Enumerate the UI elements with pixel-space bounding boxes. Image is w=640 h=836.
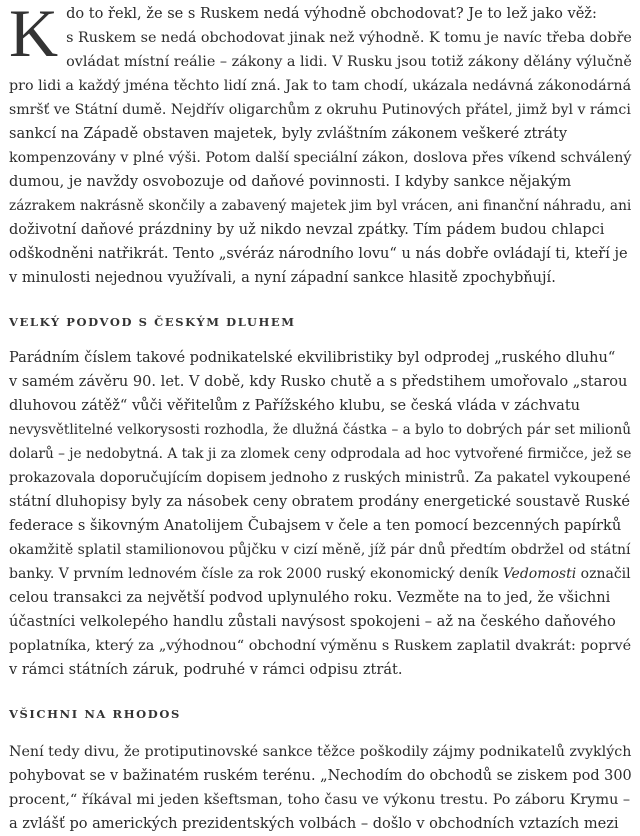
text-line: odškodněni natřikrát. Tento „svéráz národního lovu“ u nás dobře ovládají ti, kteří je [9, 245, 628, 262]
text-line: prokazovala doporučujícím dopisem jednoho z ruských ministrů. Za pakatel vykoupené [9, 470, 631, 486]
text-line: v minulosti nejednou využívali, a nyní západní sankce hlasitě zpochybňují. [9, 269, 556, 286]
text-line: státní dluhopisy byly za násobek ceny obratem prodány energetické soustavě Ruské [9, 493, 630, 510]
text-line: dumou, je navždy osvobozuje od daňové povinnosti. I kdyby sankce nějakým [9, 173, 572, 190]
newspaper-name: Vedomosti [502, 566, 577, 582]
text-line: ovládat místní reálie – zákony a lidi. V Rusku jsou totiž zákony dělány výlučně [66, 54, 632, 70]
text-line: Parádním číslem takové podnikatelské ekvilibristiky byl odprodej „ruského dluhu“ [9, 349, 616, 366]
text-line: a zvlášť po amerických prezidentských volbách – došlo v obchodních vztazích mezi [9, 815, 619, 832]
text-line: pohybovat se v bažinatém ruském terénu. „Nechodím do obchodů se ziskem pod 300 [9, 768, 632, 784]
text-line-with-italic [9, 562, 633, 586]
text-line: kompenzovány v plné výši. Potom další speciální zákon, doslova přes víkend schválený [9, 150, 632, 166]
text-line: dolarů – je nedobytná. A tak ji za zlomek ceny odprodala ad hoc vytvořené firmičce, jež se [9, 446, 632, 462]
text-line: Není tedy divu, že protiputinovské sankce těžce poškodily zájmy podnikatelů zvyklých [9, 744, 632, 760]
text-line: federace s šikovným Anatolijem Čubajsem v čele a ten pomocí bezcenných papírků [9, 517, 622, 534]
text-line: sankcí na Západě obstaven majetek, byly zvláštním zákonem veškeré ztráty [9, 125, 568, 142]
text-line: do to řekl, že se s Ruskem nedá výhodně obchodovat? Je to lež jako věž: [66, 5, 597, 22]
text-line: účastníci velkolepého handlu zůstali navýsost spokojeni – až na českého daňového [9, 613, 616, 630]
text-line: v rámci státních záruk, podruhé v rámci odpisu ztrát. [9, 661, 403, 678]
text-line: nevysvětlitelné velkorysosti rozhodla, že dlužná částka – a bylo to dobrých pár set milionů [9, 422, 631, 438]
text-line: v samém závěru 90. let. V době, kdy Rusko chutě a s předstihem umořovalo „starou [9, 373, 628, 390]
drop-cap: K [9, 0, 59, 71]
text-line: celou transakci za největší podvod uplynulého roku. Vezměte na to jed, že všichni [9, 589, 611, 606]
section-heading-vsichni-na-rhodos: VŠICHNI NA RHODOS [9, 707, 181, 721]
text-line: s Ruskem se nedá obchodovat jinak než výhodně. K tomu je navíc třeba dobře [66, 30, 632, 46]
text-line: dluhovou zátěž“ vůči věřitelům z Pařížského klubu, se česká vláda v záchvatu [9, 397, 581, 414]
text-fragment: banky. V prvním lednovém čísle za rok 2000 ruský ekonomický deník [9, 566, 499, 582]
section-velky-podvod-paragraph [9, 346, 633, 682]
section-heading-velky-podvod: VELKÝ PODVOD S ČESKÝM DLUHEM [9, 315, 296, 329]
text-fragment: označil [576, 566, 631, 582]
text-line: zázrakem nakrásně skončily a zabavený majetek jim byl vrácen, ani finanční náhradu, ani [9, 198, 632, 214]
text-line: doživotní daňové prázdniny by už nikdo nevzal zpátky. Tím pádem budou chlapci [9, 221, 605, 238]
text-line: pro lidi a každý jména těchto lidí zná. Jak to tam chodí, ukázala nedávná zákonodárná [9, 78, 632, 94]
text-line: okamžitě splatil stamilionovou půjčku v cizí měně, jíž pár dnů předtím obdržel od státní [9, 542, 631, 558]
intro-paragraph [9, 2, 633, 290]
text-line: smršť ve Státní dumě. Nejdřív oligarchům z okruhu Putinových přátel, jimž byl v rámci [9, 102, 631, 118]
text-line: poplatníka, který za „výhodnou“ obchodní výměnu s Ruskem zaplatil dvakrát: poprvé [9, 638, 632, 654]
section-vsichni-na-rhodos-paragraph [9, 740, 633, 836]
text-line: procent,“ říkával mi jeden kšeftsman, toho času ve výkonu trestu. Po záboru Krymu – [9, 792, 631, 808]
